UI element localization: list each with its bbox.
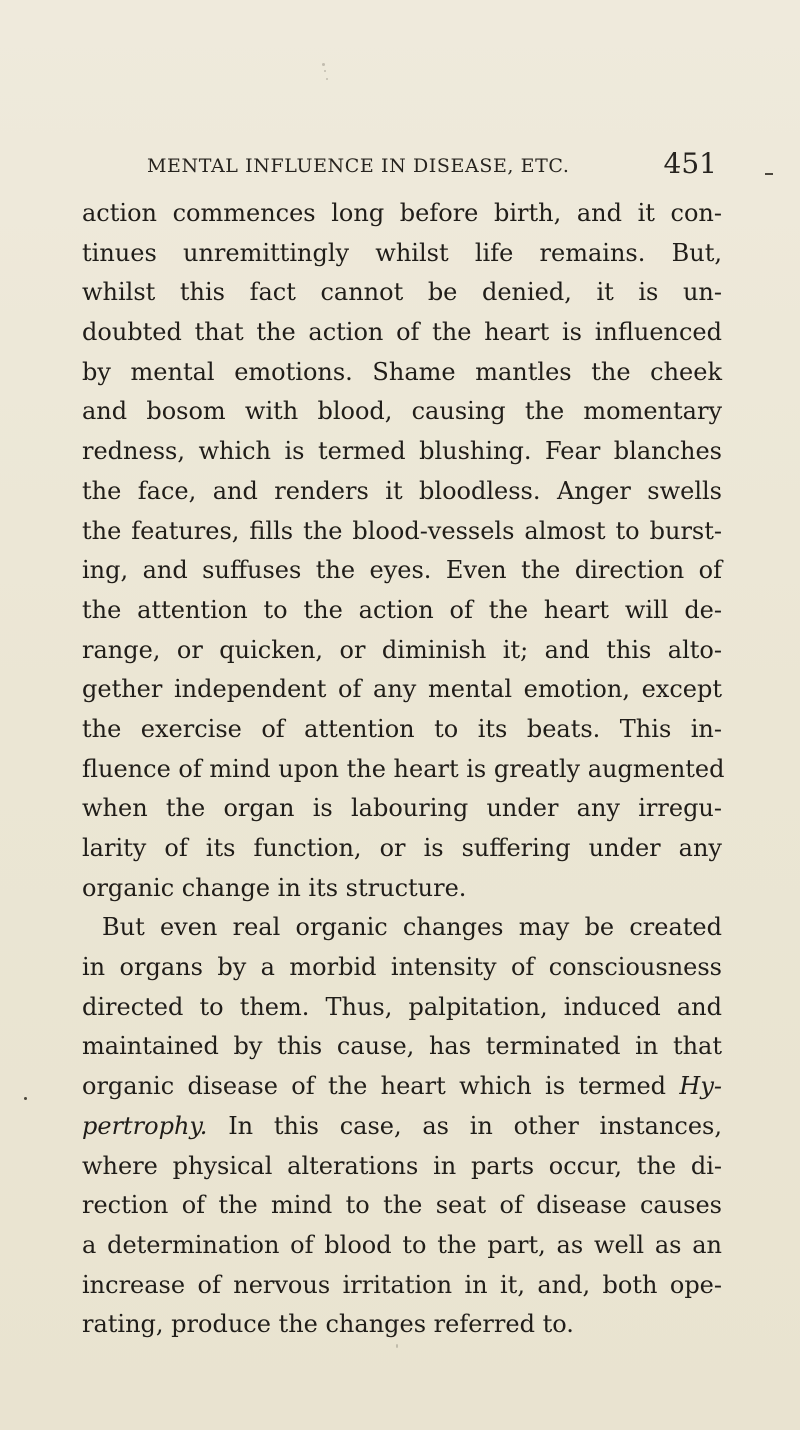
text-line: maintained by this cause, has terminated in that <box>82 1032 722 1061</box>
text-line: redness, which is termed blushing. Fear blanches <box>82 437 722 466</box>
text-line: the exercise of attention to its beats. This in- <box>82 714 722 743</box>
text-line: tinues unremittingly whilst life remains. But, <box>82 238 722 267</box>
running-header <box>147 147 717 190</box>
text-line: in organs by a morbid intensity of consciousness <box>82 953 722 982</box>
text-line: larity of its function, or is suffering under any <box>82 834 722 862</box>
text-line: action commences long before birth, and it con- <box>82 199 722 227</box>
margin-mark <box>24 1097 27 1100</box>
text-line: rection of the mind to the seat of disease causes <box>82 1191 722 1220</box>
paper-speck <box>322 63 325 66</box>
body-text <box>82 194 725 1345</box>
text-line: doubted that the action of the heart is influenced <box>82 318 722 347</box>
text-line: organic change in its structure. <box>82 873 467 902</box>
text-line: gether independent of any mental emotion, except <box>82 675 722 704</box>
text-line: when the organ is labouring under any irregu- <box>82 794 722 823</box>
text-line: fluence of mind upon the heart is greatly augmented <box>82 754 725 783</box>
text-line: by mental emotions. Shame mantles the cheek <box>82 357 722 386</box>
text-line: directed to them. Thus, palpitation, induced and <box>82 992 722 1021</box>
margin-mark <box>765 173 773 175</box>
text-line <box>82 1107 722 1147</box>
text-line: a determination of blood to the part, as well as an <box>82 1230 722 1259</box>
text-line: the face, and renders it bloodless. Anger swells <box>82 476 722 505</box>
text-segment: In this case, as in other instances, <box>228 1111 722 1140</box>
italic-term: Hy- <box>679 1072 723 1101</box>
text-line: ing, and suffuses the eyes. Even the direction of <box>82 556 722 585</box>
text-line: the features, fills the blood-vessels almost to burst- <box>82 516 722 545</box>
text-segment: organic disease of the heart which is termed <box>82 1072 667 1101</box>
page-number: 451 <box>663 147 717 180</box>
paper-speck <box>326 78 328 80</box>
text-line <box>82 1067 722 1107</box>
text-line: range, or quicken, or diminish it; and this alto- <box>82 635 722 664</box>
paper-speck <box>324 70 326 72</box>
italic-term: pertrophy. <box>82 1111 208 1140</box>
text-line: But even real organic changes may be created <box>102 913 722 942</box>
text-line: where physical alterations in parts occur, the di- <box>82 1151 722 1180</box>
text-line: increase of nervous irritation in it, and, both ope- <box>82 1270 722 1299</box>
text-line: rating, produce the changes referred to. <box>82 1310 574 1339</box>
text-line: and bosom with blood, causing the momentary <box>82 397 722 426</box>
text-line: whilst this fact cannot be denied, it is un- <box>82 278 722 307</box>
text-line: the attention to the action of the heart will de- <box>82 595 722 624</box>
running-title: MENTAL INFLUENCE IN DISEASE, ETC. <box>147 155 570 177</box>
